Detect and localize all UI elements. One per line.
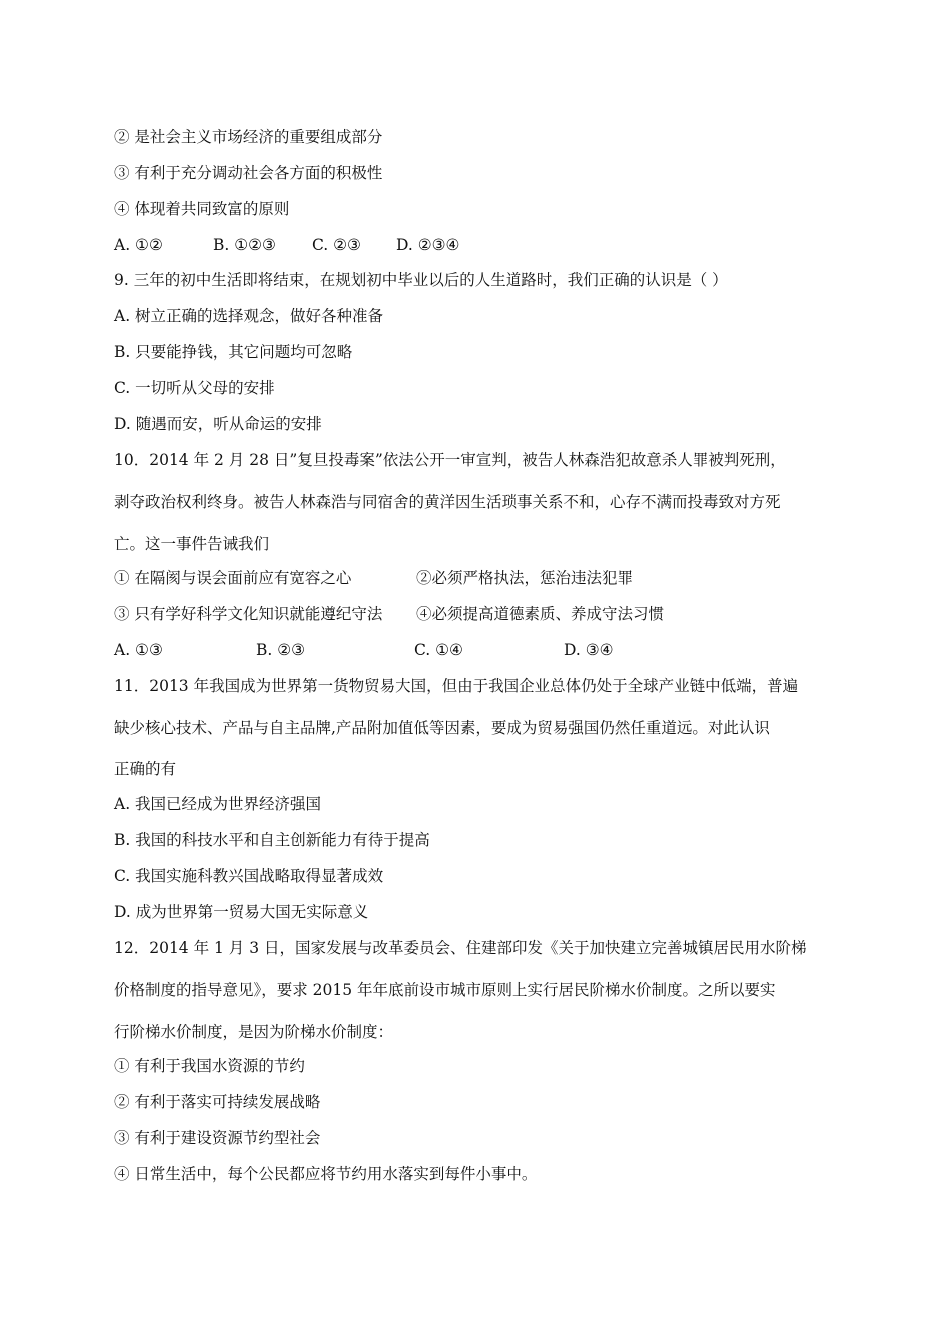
q10-option-c: C. ①④: [414, 641, 463, 659]
q11-stem-line-1: 11．2013 年我国成为世界第一货物贸易大国，但由于我国企业总体仍处于全球产业链中低端，普遍: [114, 677, 799, 695]
q8-option-d: D. ②③④: [396, 236, 460, 254]
q12-stem-line-3: 行阶梯水价制度，是因为阶梯水价制度：: [114, 1023, 394, 1041]
q10-item-1: ① 在隔阂与误会面前应有宽容之心: [114, 569, 352, 587]
q12-item-1: ① 有利于我国水资源的节约: [114, 1057, 305, 1075]
q12-item-4: ④ 日常生活中，每个公民都应将节约用水落实到每件小事中。: [114, 1165, 538, 1183]
q10-stem-line-3: 亡。这一事件告诫我们: [114, 535, 270, 553]
q10-option-a: A. ①③: [114, 641, 163, 659]
q8-item-3: ③ 有利于充分调动社会各方面的积极性: [114, 164, 383, 182]
q11-stem-line-2: 缺少核心技术、产品与自主品牌,产品附加值低等因素，要成为贸易强国仍然任重道远。对此认识: [114, 719, 770, 737]
q10-option-d: D. ③④: [564, 641, 614, 659]
q12-item-3: ③ 有利于建设资源节约型社会: [114, 1129, 321, 1147]
q10-item-4: ④必须提高道德素质、养成守法习惯: [416, 605, 665, 623]
q8-option-c: C. ②③: [312, 236, 361, 254]
q11-option-c: C. 我国实施科教兴国战略取得显著成效: [114, 867, 384, 885]
q11-option-a: A. 我国已经成为世界经济强国: [114, 795, 322, 813]
q10-item-3: ③ 只有学好科学文化知识就能遵纪守法: [114, 605, 383, 623]
q12-stem-line-2: 价格制度的指导意见》，要求 2015 年年底前设市城市原则上实行居民阶梯水价制度。之所以要实: [114, 981, 776, 999]
q9-stem: 9. 三年的初中生活即将结束，在规划初中毕业以后的人生道路时，我们正确的认识是（ ）: [114, 271, 728, 289]
q10-option-b: B. ②③: [256, 641, 306, 659]
q10-item-2: ②必须严格执法，惩治违法犯罪: [416, 569, 634, 587]
q8-option-a: A. ①②: [114, 236, 163, 254]
q9-option-b: B. 只要能挣钱，其它问题均可忽略: [114, 343, 353, 361]
q11-stem-line-3: 正确的有: [114, 760, 177, 778]
q9-option-a: A. 树立正确的选择观念，做好各种准备: [114, 307, 384, 325]
q8-item-4: ④ 体现着共同致富的原则: [114, 200, 290, 218]
q9-option-c: C. 一切听从父母的安排: [114, 379, 275, 397]
q12-item-2: ② 有利于落实可持续发展战略: [114, 1093, 321, 1111]
q12-stem-line-1: 12．2014 年 1 月 3 日，国家发展与改革委员会、住建部印发《关于加快建立完善城镇居民用水阶梯: [114, 939, 807, 957]
q9-option-d: D. 随遇而安，听从命运的安排: [114, 415, 322, 433]
q11-option-b: B. 我国的科技水平和自主创新能力有待于提高: [114, 831, 430, 849]
q8-item-2: ② 是社会主义市场经济的重要组成部分: [114, 128, 383, 146]
q10-stem-line-2: 剥夺政治权利终身。被告人林森浩与同宿舍的黄洋因生活琐事关系不和，心存不满而投毒致对方死: [114, 493, 781, 511]
q11-option-d: D. 成为世界第一贸易大国无实际意义: [114, 903, 369, 921]
q10-stem-line-1: 10．2014 年 2 月 28 日”复旦投毒案”依法公开一审宣判，被告人林森浩犯故意杀人罪被判死刑，: [114, 451, 786, 469]
q8-option-b: B. ①②③: [213, 236, 276, 254]
